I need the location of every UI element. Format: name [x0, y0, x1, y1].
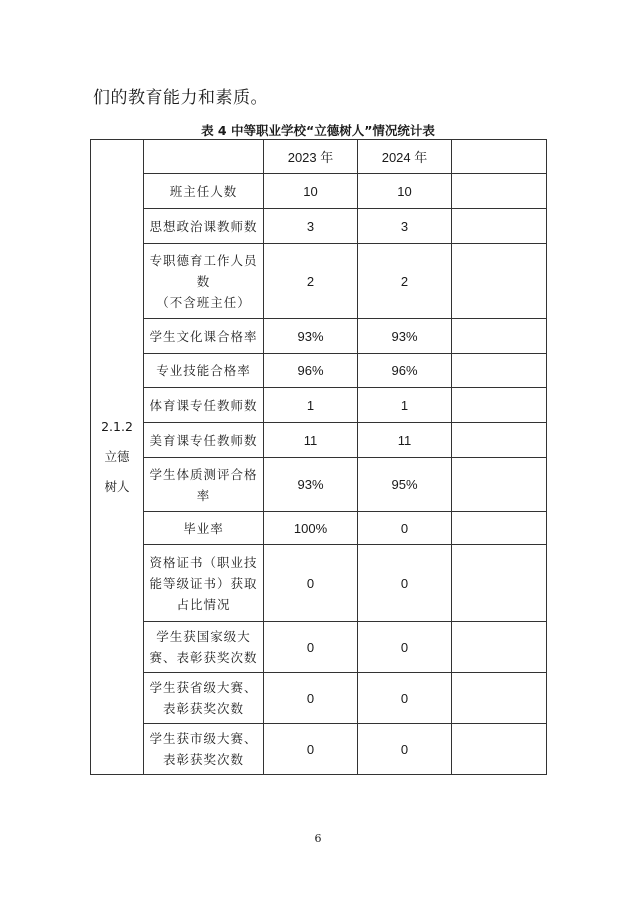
value-2023: 11 — [264, 423, 358, 458]
value-2023: 0 — [264, 673, 358, 724]
value-2024: 11 — [358, 423, 452, 458]
row-label — [144, 354, 264, 388]
header-year-2023: 2023 年 — [264, 140, 358, 174]
value-2023: 0 — [264, 545, 358, 622]
row-label — [144, 512, 264, 545]
value-2023: 10 — [264, 174, 358, 209]
value-2023: 3 — [264, 209, 358, 244]
table-row — [91, 512, 547, 545]
header-extra — [452, 140, 547, 174]
value-2023: 100% — [264, 512, 358, 545]
table-row — [91, 174, 547, 209]
row-label — [144, 545, 264, 622]
table-row — [91, 319, 547, 354]
value-2023: 0 — [264, 622, 358, 673]
extra-cell — [452, 458, 547, 512]
section-name-line1: 立德 — [104, 449, 130, 464]
row-label-line: 占比情况 — [176, 596, 231, 612]
table-row — [91, 423, 547, 458]
section-code: 2.1.2 — [101, 419, 133, 434]
extra-cell — [452, 512, 547, 545]
value-2023: 2 — [264, 244, 358, 319]
row-label — [144, 673, 264, 724]
extra-cell — [452, 622, 547, 673]
row-label-line: 专职德育工作人员 — [149, 252, 258, 268]
value-2024: 0 — [358, 545, 452, 622]
extra-cell — [452, 545, 547, 622]
extra-cell — [452, 724, 547, 775]
row-label — [144, 458, 264, 512]
row-label-line: 专业技能合格率 — [156, 363, 251, 378]
value-2024: 0 — [358, 512, 452, 545]
row-label-line: 数 — [196, 273, 211, 289]
row-label — [144, 174, 264, 209]
intro-paragraph: 们的教育能力和素质。 — [93, 88, 268, 108]
section-name-line2: 树人 — [104, 479, 130, 494]
header-year-2024: 2024 年 — [358, 140, 452, 174]
value-2023: 93% — [264, 458, 358, 512]
row-label-line: 资格证书（职业技 — [149, 554, 258, 570]
table-row — [91, 673, 547, 724]
extra-cell — [452, 423, 547, 458]
table-row — [91, 622, 547, 673]
table-row — [91, 388, 547, 423]
page-number: 6 — [314, 832, 322, 845]
extra-cell — [452, 209, 547, 244]
value-2024: 3 — [358, 209, 452, 244]
extra-cell — [452, 354, 547, 388]
table-row — [91, 545, 547, 622]
value-2024: 0 — [358, 673, 452, 724]
row-label — [144, 209, 264, 244]
value-2024: 0 — [358, 724, 452, 775]
table-header-row — [91, 140, 547, 174]
row-label-line: （不含班主任） — [156, 294, 251, 310]
row-label-line: 美育课专任教师数 — [149, 432, 258, 448]
row-label — [144, 319, 264, 354]
value-2024: 93% — [358, 319, 452, 354]
extra-cell — [452, 388, 547, 423]
row-label-line: 率 — [196, 487, 211, 503]
value-2024: 10 — [358, 174, 452, 209]
extra-cell — [452, 673, 547, 724]
row-label-line: 表彰获奖次数 — [162, 752, 244, 767]
row-label — [144, 423, 264, 458]
table-row — [91, 209, 547, 244]
table-row — [91, 458, 547, 512]
row-label — [144, 388, 264, 423]
row-label-line: 思想政治课教师数 — [149, 218, 258, 234]
row-label — [144, 724, 264, 775]
table-caption: 表 4 中等职业学校“立德树人”情况统计表 — [201, 123, 435, 138]
row-label-line: 能等级证书）获取 — [149, 575, 258, 591]
row-label-line: 班主任人数 — [169, 183, 238, 199]
value-2024: 0 — [358, 622, 452, 673]
value-2023: 93% — [264, 319, 358, 354]
value-2024: 1 — [358, 388, 452, 423]
value-2023: 0 — [264, 724, 358, 775]
row-label-line: 毕业率 — [183, 520, 224, 536]
row-label-line: 体育课专任教师数 — [149, 397, 258, 413]
table-row — [91, 244, 547, 319]
statistics-table — [90, 139, 547, 775]
section-cell — [91, 140, 144, 775]
value-2024: 96% — [358, 354, 452, 388]
row-label-line: 表彰获奖次数 — [162, 701, 244, 716]
row-label-line: 学生体质测评合格 — [149, 466, 258, 482]
row-label-line: 学生获国家级大 — [156, 629, 251, 644]
row-label-line: 学生文化课合格率 — [149, 328, 258, 344]
extra-cell — [452, 319, 547, 354]
header-item — [144, 140, 264, 174]
value-2023: 1 — [264, 388, 358, 423]
value-2024: 2 — [358, 244, 452, 319]
table-row — [91, 724, 547, 775]
row-label-line: 赛、表彰获奖次数 — [149, 650, 258, 665]
table-row — [91, 354, 547, 388]
row-label-line: 学生获省级大赛、 — [149, 680, 258, 695]
row-label-line: 学生获市级大赛、 — [149, 731, 258, 746]
value-2023: 96% — [264, 354, 358, 388]
row-label — [144, 622, 264, 673]
extra-cell — [452, 244, 547, 319]
row-label — [144, 244, 264, 319]
extra-cell — [452, 174, 547, 209]
value-2024: 95% — [358, 458, 452, 512]
